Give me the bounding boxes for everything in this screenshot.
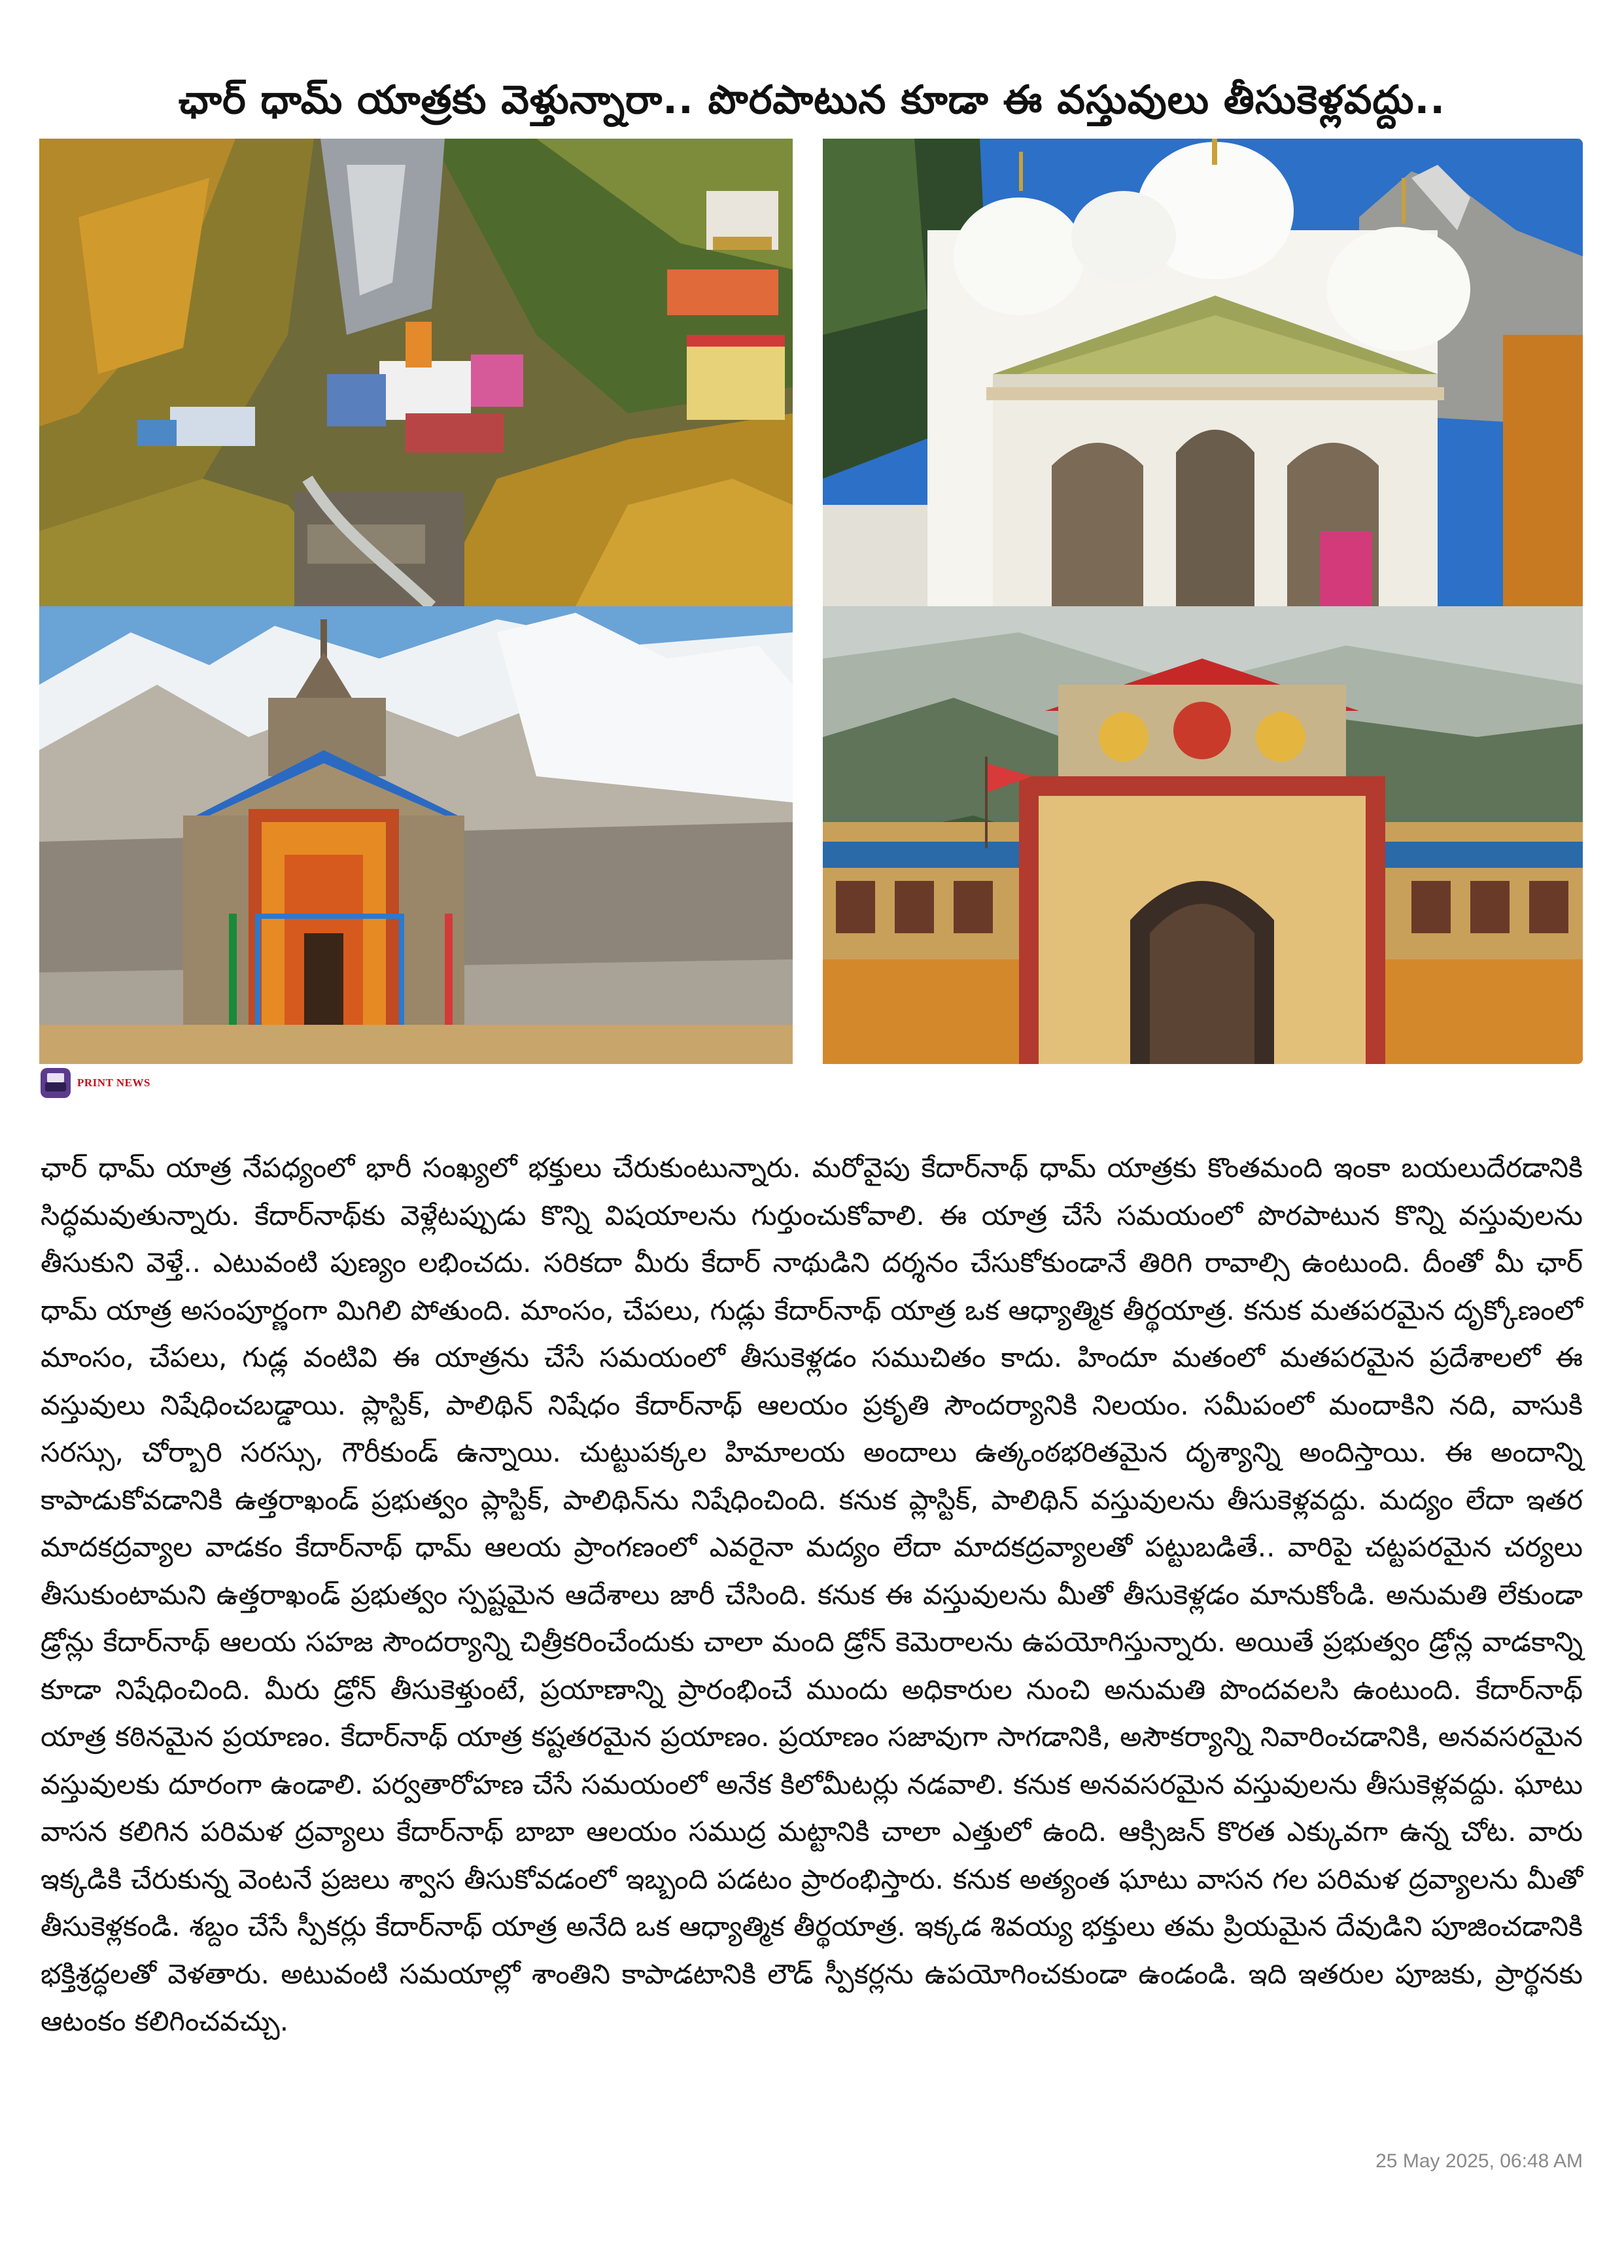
article-body: ఛార్ ధామ్ యాత్ర నేపధ్యంలో భారీ సంఖ్యలో భక్తులు చేరుకుంటున్నారు. మరోవైపు కేదార్‌నాథ్ ధామ్ యాత్రకు కొంతమంది ఇంకా బయలుదేరడానికి సిద్ధమవుతున్నారు. కేదార్‌నాథ్‌కు వెళ్లేటప్పుడు కొన్ని విషయాలను గుర్తుంచుకోవాలి. ఈ యాత్ర చేసే సమయంలో పొరపాటున కొన్ని వస్తువులను తీసుకుని వెళ్తే.. ఎటువంటి పుణ్యం లభించదు. సరికదా మీరు కేదార్ నాథుడిని దర్శనం చేసుకోకుండానే తిరిగి రావాల్సి ఉంటుంది. దీంతో మీ ఛార్ ధామ్ యాత్ర అసంపూర్ణంగా మిగిలి పోతుంది. మాంసం, చేపలు, గుడ్లు కేదార్‌నాథ్ యాత్ర ఒక ఆధ్యాత్మిక తీర్థయాత్ర. కనుక మతపరమైన దృక్కోణంలో మాంసం, చేపలు, గుడ్ల వంటివి ఈ యాత్రను చేసే సమయంలో తీసుకెళ్లడం సముచితం కాదు. హిందూ మతంలో మతపరమైన ప్రదేశాలలో ఈ వస్తువులు నిషేధించబడ్డాయి. ప్లాస్టిక్, పాలిథిన్ నిషేధం కేదార్‌నాథ్ ఆలయం ప్రకృతి సౌందర్యానికి నిలయం. సమీపంలో మందాకిని నది, వాసుకి సరస్సు, చోర్బారి సరస్సు, గౌరీకుండ్ ఉన్నాయి. చుట్టుపక్కల హిమాలయ అందాలు ఉత్కంఠభరితమైన దృశ్యాన్ని అందిస్తాయి. ఈ అందాన్ని కాపాడుకోవడానికి ఉత్తరాఖండ్ ప్రభుత్వం ప్లాస్టిక్, పాలిథిన్‌ను నిషేధించింది. కనుక ప్లాస్టిక్, పాలిథిన్ వస్తువులను తీసుకెళ్లవద్దు. మద్యం లేదా ఇతర మాదకద్రవ్యాల వాడకం కేదార్‌నాథ్ ధామ్ ఆలయ ప్రాంగణంలో ఎవరైనా మద్యం లేదా మాదకద్రవ్యాలతో పట్టుబడితే.. వారిపై చట్టపరమైన చర్యలు తీసుకుంటామని ఉత్తరాఖండ్ ప్రభుత్వం స్పష్టమైన ఆదేశాలు జారీ చేసింది. కనుక ఈ వస్తువులను మీతో తీసుకెళ్లడం మానుకోండి. అనుమతి లేకుండా డ్రోన్లు కేదార్‌నాథ్ ఆలయ సహజ సౌందర్యాన్ని చిత్రీకరించేందుకు చాలా మంది డ్రోన్ కెమెరాలను ఉపయోగిస్తున్నారు. అయితే ప్రభుత్వం డ్రోన్ల వాడకాన్ని కూడా నిషేధించింది. మీరు డ్రోన్ తీసుకెళ్తుంటే, ప్రయాణాన్ని ప్రారంభించే ముందు అధికారుల నుంచి అనుమతి పొందవలసి ఉంటుంది. కేదార్‌నాథ్ యాత్ర కఠినమైన ప్రయాణం. కేదార్‌నాథ్ యాత్ర కష్టతరమైన ప్రయాణం. ప్రయాణం సజావుగా సాగడానికి, అసౌకర్యాన్ని నివారించడానికి, అనవసరమైన వస్తువులకు దూరంగా ఉండాలి. పర్వతారోహణ చేసే సమయంలో అనేక కిలోమీటర్లు నడవాలి. కనుక అనవసరమైన వస్తువులను తీసుకెళ్లవద్దు. ఘాటు వాసన కలిగిన పరిమళ ద్రవ్యాలు కేదార్‌నాథ్ బాబా ఆలయం సముద్ర మట్టానికి చాలా ఎత్తులో ఉంది. ఆక్సిజన్ కొరత ఎక్కువగా ఉన్న చోట. వారు ఇక్కడికి చేరుకున్న వెంటనే ప్రజలు శ్వాస తీసుకోవడంలో ఇబ్బంది పడటం ప్రారంభిస్తారు. కనుక అత్యంత ఘాటు వాసన గల పరిమళ ద్రవ్యాలను మీతో తీసుకెళ్లకండి. శబ్దం చేసే స్పీకర్లు కేదార్‌నాథ్ యాత్ర అనేది ఒక ఆధ్యాత్మిక తీర్థయాత్ర. ఇక్కడ శివయ్య భక్తులు తమ ప్రియమైన దేవుడిని పూజించడానికి భక్తిశ్రద్ధలతో వెళతారు. అటువంటి సమయాల్లో శాంతిని కాపాడటానికి లౌడ్ స్పీకర్లను ఉపయోగించకుండా ఉండండి. ఇది ఇతరుల పూజకు, ప్రార్థనకు ఆటంకం కలిగించవచ్చు. bbox=[41, 1152, 1583, 2037]
article-title: ఛార్ ధామ్ యాత్రకు వెళ్తున్నారా.. పొరపాటున కూడా ఈ వస్తువులు తీసుకెళ్లవద్దు.. bbox=[178, 77, 1446, 124]
printer-icon bbox=[41, 1068, 71, 1098]
print-news-logo bbox=[41, 1067, 150, 1099]
yamunotri-valley-photo bbox=[39, 139, 793, 606]
kedarnath-temple-photo bbox=[39, 606, 793, 1064]
badrinath-temple-photo bbox=[823, 606, 1583, 1064]
gangotri-temple-photo bbox=[823, 139, 1583, 606]
source-logo-text: PRINT NEWS bbox=[77, 1076, 150, 1089]
publish-timestamp: 25 May 2025, 06:48 AM bbox=[1375, 2150, 1583, 2172]
